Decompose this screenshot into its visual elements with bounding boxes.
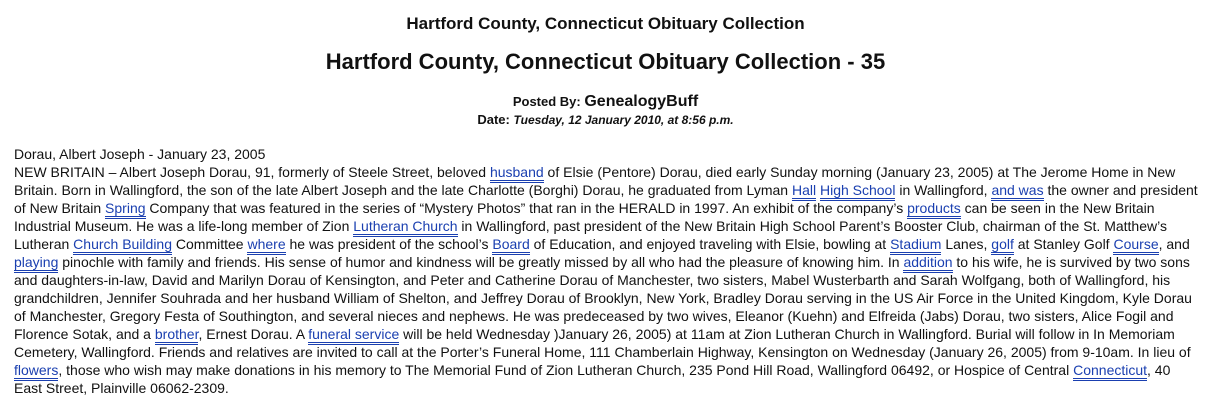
obituary-article xyxy=(14,145,1200,397)
keyword-link[interactable]: Board xyxy=(492,236,529,255)
keyword-link[interactable]: brother xyxy=(155,326,199,345)
body-text-segment: , and xyxy=(1158,236,1190,252)
keyword-link[interactable]: flowers xyxy=(14,362,58,381)
keyword-link[interactable]: and was xyxy=(991,182,1043,201)
obituary-heading: Dorau, Albert Joseph - January 23, 2005 xyxy=(14,146,266,162)
keyword-link[interactable]: husband xyxy=(490,164,544,183)
keyword-link[interactable]: addition xyxy=(903,254,952,273)
posted-by xyxy=(0,93,1211,111)
keyword-link[interactable]: Connecticut xyxy=(1073,362,1147,381)
body-text-segment: , Ernest Dorau. A xyxy=(198,326,309,342)
keyword-link[interactable]: where xyxy=(247,236,285,255)
keyword-link[interactable]: High School xyxy=(820,182,896,201)
body-text-segment: at Stanley Golf xyxy=(1013,236,1114,252)
post-title: Hartford County, Connecticut Obituary Collection - 35 xyxy=(325,49,886,74)
site-title: Hartford County, Connecticut Obituary Collection xyxy=(406,14,805,33)
body-text-segment: the owner and president of New Britain xyxy=(14,182,1198,216)
posted-by-label: Posted By: xyxy=(512,94,581,109)
keyword-link[interactable]: funeral service xyxy=(308,326,399,345)
keyword-link[interactable]: Course xyxy=(1113,236,1158,255)
keyword-link[interactable]: playing xyxy=(14,254,58,273)
body-text-segment: will be held Wednesday )January 26, 2005) at 11am at Zion Lutheran Church in Wallingford. Burial will follow in In Memoriam Cemetery, Wallingford. Friends and relatives are invited to call at the Porter’s Funeral Home, 111 Chamberlain Highway, Kensington on Wednesday (January 26, 2005) from 9-10am. In lieu of xyxy=(14,326,1191,360)
keyword-link[interactable]: Hall xyxy=(792,182,816,201)
keyword-link[interactable]: Spring xyxy=(105,200,145,219)
keyword-link[interactable]: Stadium xyxy=(890,236,941,255)
post-date xyxy=(0,112,1211,127)
author-name: GenealogyBuff xyxy=(584,93,699,110)
date-value: Tuesday, 12 January 2010, at 8:56 p.m. xyxy=(513,113,734,127)
date-label: Date: xyxy=(477,112,510,127)
body-text-segment: Lanes, xyxy=(941,236,992,252)
body-text-segment: Committee xyxy=(172,236,248,252)
body-text-segment: in Wallingford, xyxy=(895,182,992,198)
body-text-segment: to his wife, he is survived by two sons and daughters-in-law, David and Marilyn Dorau of Kensington, and Peter and Catherine Dorau of Manchester, two sisters, Mabel Wusterbarth and Sarah Wolfgang, both of Wallingford, his grandchildren, Jennifer Souhrada and her husband William of Shelton, and Jeffrey Dorau of Brooklyn, New York, Bradley Dorau serving in the US Air Force in the United Kingdom, Kyle Dorau of Manchester, Gregory Festa of Southington, and several nieces and nephews. He was predeceased by two wives, Eleanor (Kuehn) and Elfreida (Jabs) Dorau, two sisters, Alice Fogil and Florence Sotak, and a xyxy=(14,254,1192,342)
body-text-segment: NEW BRITAIN – Albert Joseph Dorau, 91, formerly of Steele Street, beloved xyxy=(14,164,490,180)
body-text-segment: of Elsie (Pentore) Dorau, died early Sunday morning (January 23, 2005) at The Jerome Home in New Britain. Born in Wallingford, the son of the late Albert Joseph and the late Charlotte (Borghi) Dorau, he graduated from Lyman xyxy=(14,164,1176,198)
body-text-segment: , those who wish may make donations in his memory to The Memorial Fund of Zion Lutheran Church, 235 Pond Hill Road, Wallingford 06492, or Hospice of Central xyxy=(58,362,1074,378)
body-text-segment: Company that was featured in the series of “Mystery Photos” that ran in the HERALD in 1997. An exhibit of the company’s xyxy=(145,200,908,216)
body-text-segment: pinochle with family and friends. His sense of humor and kindness will be greatly missed by all who had the pleasure of knowing him. In xyxy=(58,254,904,270)
body-text-segment: in Wallingford, past president of the New Britain High School Parent’s Booster Club, chairman of the St. Matthew’s Lutheran xyxy=(14,218,1167,252)
keyword-link[interactable]: products xyxy=(907,200,961,219)
keyword-link[interactable]: Church Building xyxy=(73,236,172,255)
keyword-link[interactable]: golf xyxy=(991,236,1014,255)
body-text-segment: , 40 East Street, Plainville 06062-2309. xyxy=(14,362,1171,396)
body-text-segment: can be seen in the New Britain Industrial Museum. He was a life-long member of Zion xyxy=(14,200,1155,234)
keyword-link[interactable]: Lutheran Church xyxy=(353,218,457,237)
body-text-segment: of Education, and enjoyed traveling with Elsie, bowling at xyxy=(529,236,891,252)
obituary-body xyxy=(14,163,1200,397)
body-text-segment: he was president of the school’s xyxy=(285,236,493,252)
